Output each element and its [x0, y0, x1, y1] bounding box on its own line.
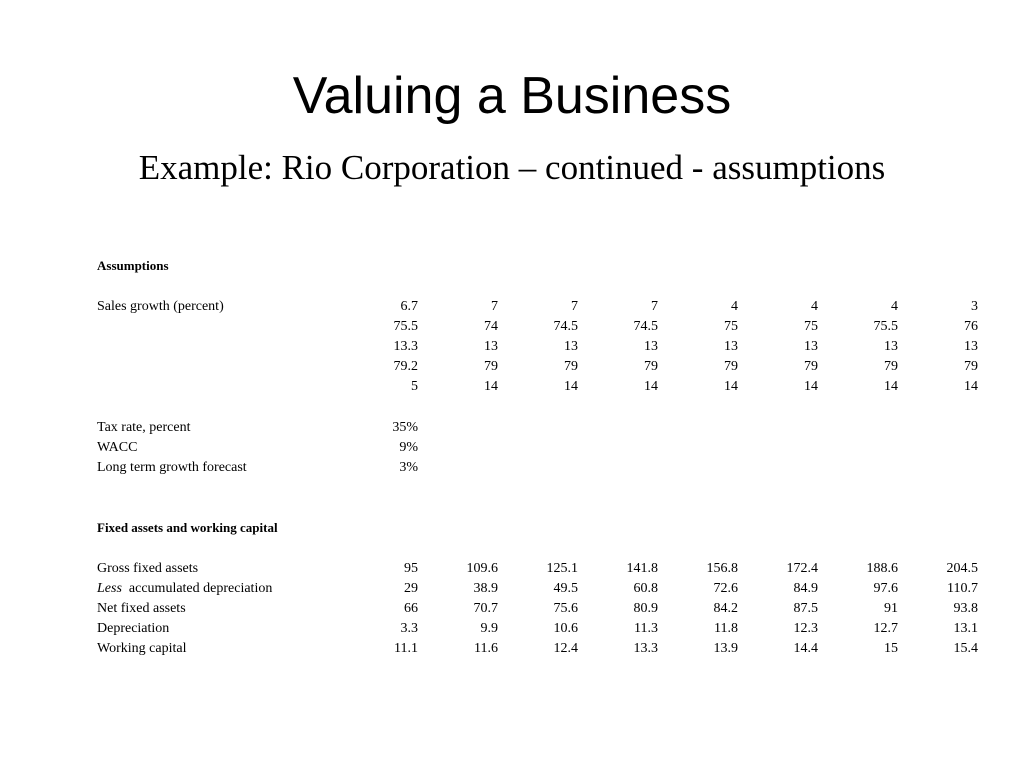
cell: 188.6	[866, 561, 898, 576]
cell: 13	[484, 339, 498, 354]
cell: 79	[484, 359, 498, 374]
cell: 14	[564, 379, 578, 394]
cell: 13	[964, 339, 978, 354]
cell: 12.3	[793, 621, 818, 636]
cell: 11.6	[474, 641, 498, 656]
cell: 12.4	[553, 641, 578, 656]
cell: 74.5	[553, 319, 578, 334]
cell: 13.3	[393, 339, 418, 354]
cell: 110.7	[947, 581, 978, 596]
cell: 79	[644, 359, 658, 374]
cell: 109.6	[466, 561, 498, 576]
row-label: Working capital	[97, 641, 187, 656]
table-row	[97, 438, 977, 458]
row-label: Long term growth forecast	[97, 460, 247, 475]
cell: 75.5	[393, 319, 418, 334]
cell: 79	[964, 359, 978, 374]
cell: 38.9	[473, 581, 498, 596]
row-label: Gross fixed assets	[97, 561, 199, 576]
table-row	[97, 317, 977, 337]
cell: 74.5	[633, 319, 658, 334]
cell: 74	[484, 319, 498, 334]
cell: 13.9	[713, 641, 738, 656]
cell: 7	[491, 299, 498, 314]
cell: 4	[731, 299, 738, 314]
cell: 14	[884, 379, 898, 394]
cell: 95	[404, 561, 418, 576]
table-row	[97, 377, 977, 397]
cell: 13.3	[633, 641, 658, 656]
cell: 76	[964, 319, 978, 334]
cell: 141.8	[626, 561, 658, 576]
cell: 6.7	[400, 299, 418, 314]
cell: 3%	[399, 460, 418, 475]
row-label: Tax rate, percent	[97, 420, 191, 435]
cell: 80.9	[633, 601, 658, 616]
row-label-prefix: Less	[97, 581, 122, 596]
table-row	[97, 599, 977, 619]
cell: 11.3	[634, 621, 658, 636]
slide-title: Valuing a Business	[292, 67, 732, 125]
cell: 125.1	[546, 561, 578, 576]
cell: 7	[651, 299, 658, 314]
table-row	[97, 619, 977, 639]
section-heading-row	[97, 256, 977, 276]
cell: 14	[484, 379, 498, 394]
row-label: WACC	[97, 440, 138, 455]
cell: 3.3	[400, 621, 418, 636]
table-row	[97, 579, 977, 599]
cell: 75.6	[553, 601, 578, 616]
table-row	[97, 357, 977, 377]
cell: 14	[964, 379, 978, 394]
table-row	[97, 297, 977, 317]
cell: 79	[564, 359, 578, 374]
cell: 5	[411, 379, 418, 394]
table-row	[97, 458, 977, 478]
cell: 79	[804, 359, 818, 374]
row-label: Sales growth (percent)	[97, 299, 224, 314]
cell: 97.6	[873, 581, 898, 596]
cell: 14.4	[793, 641, 818, 656]
cell: 79	[884, 359, 898, 374]
cell: 75	[724, 319, 738, 334]
row-label-text: accumulated depreciation	[128, 581, 273, 596]
cell: 204.5	[946, 561, 978, 576]
cell: 84.9	[793, 581, 818, 596]
section-heading: Assumptions	[97, 258, 169, 273]
cell: 11.1	[394, 641, 418, 656]
cell: 14	[724, 379, 738, 394]
cell: 13	[644, 339, 658, 354]
section-heading: Fixed assets and working capital	[97, 520, 278, 535]
cell: 72.6	[713, 581, 738, 596]
table-row	[97, 639, 977, 659]
cell: 60.8	[633, 581, 658, 596]
cell: 9%	[399, 440, 418, 455]
cell: 35%	[392, 420, 418, 435]
row-label: Net fixed assets	[97, 601, 186, 616]
cell: 13	[884, 339, 898, 354]
cell: 10.6	[553, 621, 578, 636]
cell: 13.1	[953, 621, 978, 636]
cell: 3	[971, 299, 978, 314]
cell: 49.5	[553, 581, 578, 596]
section-heading-row	[97, 518, 977, 538]
slide-subtitle: Example: Rio Corporation – continued - assumptions	[138, 148, 886, 187]
cell: 15	[884, 641, 898, 656]
cell: 79	[724, 359, 738, 374]
cell: 91	[884, 601, 898, 616]
cell: 4	[891, 299, 898, 314]
cell: 79.2	[393, 359, 418, 374]
cell: 11.8	[714, 621, 738, 636]
cell: 13	[804, 339, 818, 354]
table-row	[97, 559, 977, 579]
table-row	[97, 418, 977, 438]
cell: 15.4	[953, 641, 978, 656]
cell: 66	[404, 601, 418, 616]
cell: 87.5	[793, 601, 818, 616]
cell: 70.7	[473, 601, 498, 616]
cell: 93.8	[953, 601, 978, 616]
cell: 9.9	[480, 621, 498, 636]
cell: 172.4	[786, 561, 818, 576]
cell: 75.5	[873, 319, 898, 334]
cell: 84.2	[713, 601, 738, 616]
table-row	[97, 337, 977, 357]
cell: 75	[804, 319, 818, 334]
cell: 14	[804, 379, 818, 394]
cell: 29	[404, 581, 418, 596]
cell: 4	[811, 299, 818, 314]
cell: 13	[724, 339, 738, 354]
row-label: Depreciation	[97, 621, 170, 636]
cell: 14	[644, 379, 658, 394]
cell: 7	[571, 299, 578, 314]
cell: 12.7	[873, 621, 898, 636]
row-label	[97, 579, 272, 599]
cell: 156.8	[706, 561, 738, 576]
cell: 13	[564, 339, 578, 354]
